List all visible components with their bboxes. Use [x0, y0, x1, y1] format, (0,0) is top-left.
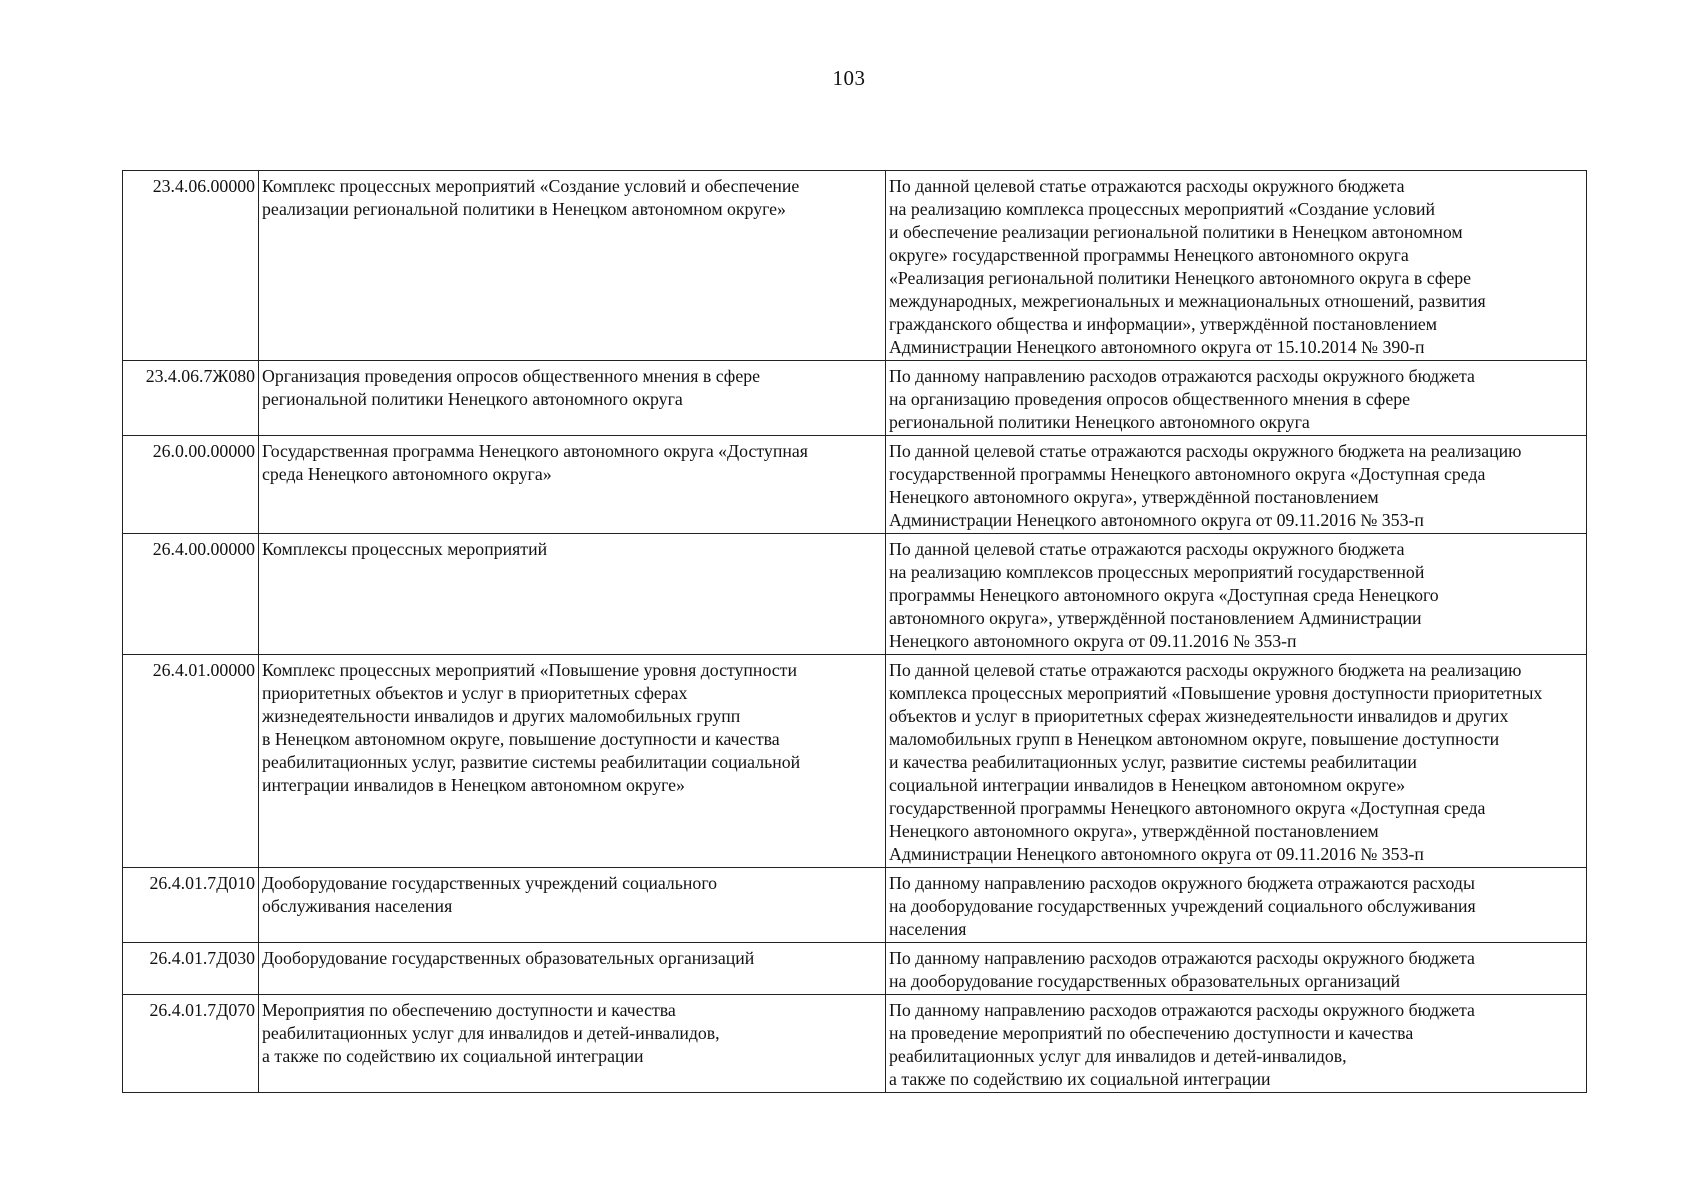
target-article-code: 23.4.06.00000: [123, 171, 259, 361]
description-line: населения: [889, 919, 967, 939]
description-line: По данному направлению расходов отражаются расходы окружного бюджета: [889, 366, 1475, 386]
table-row: [123, 868, 1587, 943]
description-line: автономного округа», утверждённой постановлением Администрации: [889, 608, 1422, 628]
table-row: [123, 436, 1587, 534]
target-article-name: [259, 436, 886, 534]
name-line: Мероприятия по обеспечению доступности и качества: [262, 1000, 676, 1020]
target-article-description: [886, 995, 1587, 1093]
description-line: реабилитационных услуг для инвалидов и детей-инвалидов,: [889, 1046, 1347, 1066]
description-line: По данному направлению расходов окружного бюджета отражаются расходы: [889, 873, 1475, 893]
table-row: [123, 655, 1587, 868]
description-line: Администрации Ненецкого автономного округа от 09.11.2016 № 353-п: [889, 844, 1424, 864]
target-article-description: [886, 655, 1587, 868]
target-article-name: [259, 171, 886, 361]
target-article-code: 26.4.01.7Д030: [123, 943, 259, 995]
target-article-name: [259, 361, 886, 436]
description-line: социальной интеграции инвалидов в Ненецком автономном округе»: [889, 775, 1406, 795]
target-article-description: [886, 361, 1587, 436]
name-line: реабилитационных услуг, развитие системы реабилитации социальной: [262, 752, 801, 772]
target-article-description: [886, 943, 1587, 995]
target-article-name: [259, 534, 886, 655]
description-line: на организацию проведения опросов общественного мнения в сфере: [889, 389, 1411, 409]
description-line: Ненецкого автономного округа», утверждённой постановлением: [889, 821, 1379, 841]
budget-classification-table: [122, 170, 1587, 1093]
name-line: обслуживания населения: [262, 896, 453, 916]
name-line: приоритетных объектов и услуг в приоритетных сферах: [262, 683, 688, 703]
name-line: Организация проведения опросов общественного мнения в сфере: [262, 366, 760, 386]
description-line: и качества реабилитационных услуг, развитие системы реабилитации: [889, 752, 1417, 772]
description-line: По данной целевой статье отражаются расходы окружного бюджета: [889, 539, 1405, 559]
target-article-description: [886, 171, 1587, 361]
name-line: а также по содействию их социальной интеграции: [262, 1046, 644, 1066]
name-line: Дооборудование государственных учреждений социального: [262, 873, 718, 893]
description-line: региональной политики Ненецкого автономного округа: [889, 412, 1310, 432]
page-number: 103: [832, 66, 866, 90]
name-line: региональной политики Ненецкого автономного округа: [262, 389, 683, 409]
description-line: По данной целевой статье отражаются расходы окружного бюджета на реализацию: [889, 441, 1522, 461]
target-article-code: 26.4.01.7Д010: [123, 868, 259, 943]
name-line: жизнедеятельности инвалидов и других маломобильных групп: [262, 706, 741, 726]
target-article-description: [886, 436, 1587, 534]
description-line: По данному направлению расходов отражаются расходы окружного бюджета: [889, 948, 1475, 968]
description-line: По данному направлению расходов отражаются расходы окружного бюджета: [889, 1000, 1475, 1020]
target-article-description: [886, 868, 1587, 943]
description-line: на реализацию комплекса процессных мероприятий «Создание условий: [889, 199, 1436, 219]
table-row: [123, 943, 1587, 995]
description-line: международных, межрегиональных и межнациональных отношений, развития: [889, 291, 1486, 311]
name-line: среда Ненецкого автономного округа»: [262, 464, 552, 484]
description-line: на дооборудование государственных образовательных организаций: [889, 971, 1401, 991]
description-line: Администрации Ненецкого автономного округа от 09.11.2016 № 353-п: [889, 510, 1424, 530]
description-line: на реализацию комплексов процессных мероприятий государственной: [889, 562, 1425, 582]
target-article-code: 26.0.00.00000: [123, 436, 259, 534]
description-line: гражданского общества и информации», утверждённой постановлением: [889, 314, 1437, 334]
description-line: объектов и услуг в приоритетных сферах жизнедеятельности инвалидов и других: [889, 706, 1509, 726]
description-line: и обеспечение реализации региональной политики в Ненецком автономном: [889, 222, 1463, 242]
target-article-name: [259, 868, 886, 943]
description-line: округе» государственной программы Ненецкого автономного округа: [889, 245, 1409, 265]
description-line: По данной целевой статье отражаются расходы окружного бюджета на реализацию: [889, 660, 1522, 680]
description-line: на проведение мероприятий по обеспечению доступности и качества: [889, 1023, 1414, 1043]
description-line: на дооборудование государственных учреждений социального обслуживания: [889, 896, 1476, 916]
name-line: Дооборудование государственных образовательных организаций: [262, 948, 755, 968]
description-line: комплекса процессных мероприятий «Повышение уровня доступности приоритетных: [889, 683, 1543, 703]
target-article-code: 23.4.06.7Ж080: [123, 361, 259, 436]
description-line: программы Ненецкого автономного округа «Доступная среда Ненецкого: [889, 585, 1439, 605]
name-line: реабилитационных услуг для инвалидов и детей-инвалидов,: [262, 1023, 720, 1043]
description-line: Администрации Ненецкого автономного округа от 15.10.2014 № 390-п: [889, 337, 1425, 357]
name-line: реализации региональной политики в Ненецком автономном округе»: [262, 199, 786, 219]
target-article-name: [259, 995, 886, 1093]
table-row: [123, 534, 1587, 655]
name-line: Комплексы процессных мероприятий: [262, 539, 548, 559]
description-line: Ненецкого автономного округа от 09.11.2016 № 353-п: [889, 631, 1297, 651]
description-line: По данной целевой статье отражаются расходы окружного бюджета: [889, 176, 1405, 196]
target-article-code: 26.4.01.00000: [123, 655, 259, 868]
name-line: Комплекс процессных мероприятий «Создание условий и обеспечение: [262, 176, 800, 196]
table-row: [123, 995, 1587, 1093]
name-line: Государственная программа Ненецкого автономного округа «Доступная: [262, 441, 808, 461]
table-row: [123, 361, 1587, 436]
name-line: Комплекс процессных мероприятий «Повышение уровня доступности: [262, 660, 797, 680]
description-line: а также по содействию их социальной интеграции: [889, 1069, 1271, 1089]
description-line: государственной программы Ненецкого автономного округа «Доступная среда: [889, 464, 1486, 484]
description-line: маломобильных групп в Ненецком автономном округе, повышение доступности: [889, 729, 1500, 749]
description-line: государственной программы Ненецкого автономного округа «Доступная среда: [889, 798, 1486, 818]
target-article-code: 26.4.00.00000: [123, 534, 259, 655]
description-line: «Реализация региональной политики Ненецкого автономного округа в сфере: [889, 268, 1472, 288]
target-article-name: [259, 943, 886, 995]
target-article-name: [259, 655, 886, 868]
name-line: интеграции инвалидов в Ненецком автономном округе»: [262, 775, 685, 795]
target-article-description: [886, 534, 1587, 655]
table-row: [123, 171, 1587, 361]
name-line: в Ненецком автономном округе, повышение доступности и качества: [262, 729, 780, 749]
target-article-code: 26.4.01.7Д070: [123, 995, 259, 1093]
description-line: Ненецкого автономного округа», утверждённой постановлением: [889, 487, 1379, 507]
